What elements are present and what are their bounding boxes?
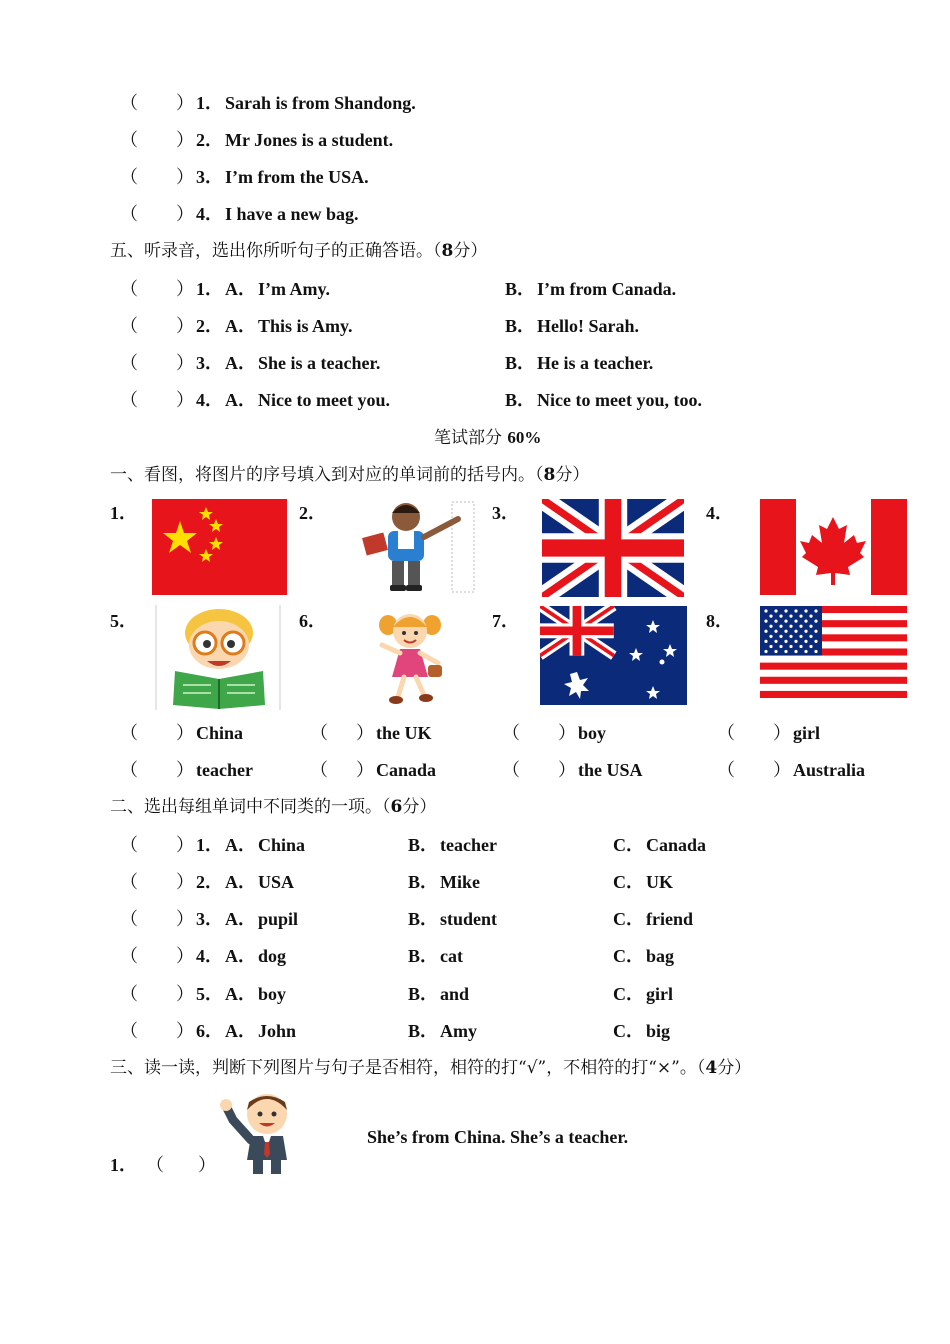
heading-unit: 分）	[555, 465, 590, 485]
open-paren: （	[120, 872, 138, 892]
option-a-label: A．	[225, 353, 256, 373]
item-number: 4．	[196, 204, 223, 224]
item-number: 3．	[196, 353, 223, 373]
option-a-label: A．	[225, 872, 256, 892]
item-text: Sarah is from Shandong.	[225, 93, 416, 113]
open-paren: （	[120, 760, 138, 780]
picture-number-7: 7．	[492, 611, 519, 631]
option-c-text: Canada	[646, 835, 707, 855]
option-c-label: C．	[613, 835, 644, 855]
open-paren: （	[120, 984, 138, 1004]
close-paren: ）	[176, 390, 194, 410]
open-paren: （	[146, 1155, 164, 1175]
option-c-label: C．	[613, 872, 644, 892]
option-c-label: C．	[613, 984, 644, 1004]
open-paren: （	[310, 723, 328, 743]
option-c-text: friend	[646, 909, 693, 929]
open-paren: （	[120, 390, 138, 410]
item-number: 1．	[110, 1155, 137, 1175]
option-b-text: Amy	[440, 1021, 477, 1041]
heading-text: 一、看图，将图片的序号填入到对应的单词前的括号内。（	[110, 465, 544, 485]
option-b-label: B．	[408, 946, 439, 966]
part3-sentence: She’s from China. She’s a teacher.	[367, 1127, 629, 1147]
option-a-text: USA	[258, 872, 295, 892]
open-paren: （	[120, 130, 138, 150]
open-paren: （	[717, 760, 735, 780]
option-b-text: teacher	[440, 835, 497, 855]
written-title-text: 笔试部分	[434, 428, 502, 448]
open-paren: （	[120, 723, 138, 743]
option-a-label: A．	[225, 390, 256, 410]
word-girl: girl	[793, 723, 820, 743]
item-number: 1．	[196, 279, 223, 299]
usa-flag-image	[760, 606, 907, 698]
canada-flag-image	[760, 499, 907, 595]
man-pointing-image	[215, 1090, 310, 1176]
heading-score: 8	[543, 465, 556, 485]
open-paren: （	[120, 167, 138, 187]
option-c-text: UK	[646, 872, 673, 892]
option-b-text: He is a teacher.	[537, 353, 654, 373]
option-b-label: B．	[408, 984, 439, 1004]
item-number: 4．	[196, 946, 223, 966]
heading-score: 4	[705, 1058, 718, 1078]
part1-heading	[110, 464, 589, 486]
option-c-label: C．	[613, 946, 644, 966]
close-paren: ）	[176, 93, 194, 113]
close-paren: ）	[176, 984, 194, 1004]
close-paren: ）	[176, 760, 194, 780]
heading-unit: 分）	[453, 241, 488, 261]
item-number: 6．	[196, 1021, 223, 1041]
picture-number-8: 8．	[706, 611, 733, 631]
heading-text: 五、听录音，选出你所听句子的正确答语。（	[110, 241, 442, 261]
option-a-label: A．	[225, 984, 256, 1004]
close-paren: ）	[176, 723, 194, 743]
open-paren: （	[310, 760, 328, 780]
item-number: 3．	[196, 909, 223, 929]
teacher-image	[348, 497, 476, 595]
item-number: 1．	[196, 835, 223, 855]
close-paren: ）	[176, 204, 194, 224]
open-paren: （	[120, 93, 138, 113]
close-paren: ）	[176, 835, 194, 855]
word-teacher: teacher	[196, 760, 253, 780]
item-number: 5．	[196, 984, 223, 1004]
item-number: 3．	[196, 167, 223, 187]
option-b-label: B．	[408, 1021, 439, 1041]
close-paren: ）	[176, 167, 194, 187]
boy-reading-image	[155, 605, 282, 710]
option-c-text: bag	[646, 946, 675, 966]
open-paren: （	[502, 723, 520, 743]
option-a-label: A．	[225, 279, 256, 299]
australia-flag-image	[540, 606, 687, 705]
close-paren: ）	[176, 872, 194, 892]
picture-number-5: 5．	[110, 611, 137, 631]
part3-heading	[110, 1057, 751, 1079]
word-the-usa: the USA	[578, 760, 643, 780]
picture-number-4: 4．	[706, 503, 733, 523]
option-b-text: I’m from Canada.	[537, 279, 677, 299]
option-a-text: This is Amy.	[258, 316, 353, 336]
heading-text: 二、选出每组单词中不同类的一项。（	[110, 797, 391, 817]
option-a-label: A．	[225, 946, 256, 966]
written-score: 60%	[507, 428, 542, 447]
item-number: 2．	[196, 872, 223, 892]
close-paren: ）	[176, 130, 194, 150]
option-c-label: C．	[613, 1021, 644, 1041]
uk-flag-image	[542, 499, 684, 597]
open-paren: （	[120, 353, 138, 373]
option-a-label: A．	[225, 316, 256, 336]
picture-number-3: 3．	[492, 503, 519, 523]
option-b-label: B．	[505, 353, 536, 373]
close-paren: ）	[176, 909, 194, 929]
option-b-label: B．	[408, 872, 439, 892]
picture-number-6: 6．	[299, 611, 326, 631]
open-paren: （	[120, 835, 138, 855]
option-b-text: Mike	[440, 872, 480, 892]
open-paren: （	[120, 204, 138, 224]
word-china: China	[196, 723, 244, 743]
item-text: I’m from the USA.	[225, 167, 369, 187]
option-b-text: Nice to meet you, too.	[537, 390, 702, 410]
item-text: Mr Jones is a student.	[225, 130, 394, 150]
close-paren: ）	[176, 316, 194, 336]
item-number: 2．	[196, 130, 223, 150]
option-b-label: B．	[408, 909, 439, 929]
close-paren: ）	[773, 760, 791, 780]
open-paren: （	[717, 723, 735, 743]
option-a-text: John	[258, 1021, 297, 1041]
option-b-text: student	[440, 909, 498, 929]
open-paren: （	[120, 946, 138, 966]
heading-unit: 分）	[717, 1058, 752, 1078]
close-paren: ）	[773, 723, 791, 743]
option-c-text: big	[646, 1021, 671, 1041]
picture-number-1: 1．	[110, 503, 137, 523]
option-b-label: B．	[505, 390, 536, 410]
part2-heading	[110, 796, 436, 818]
heading-unit: 分）	[402, 797, 437, 817]
china-flag-image	[152, 499, 287, 595]
item-number: 2．	[196, 316, 223, 336]
close-paren: ）	[356, 760, 374, 780]
word-the-uk: the UK	[376, 723, 432, 743]
close-paren: ）	[176, 1021, 194, 1041]
picture-number-2: 2．	[299, 503, 326, 523]
option-b-text: and	[440, 984, 470, 1004]
close-paren: ）	[356, 723, 374, 743]
open-paren: （	[120, 1021, 138, 1041]
option-b-label: B．	[505, 279, 536, 299]
heading-score: 8	[441, 241, 454, 261]
option-b-label: B．	[408, 835, 439, 855]
option-a-text: dog	[258, 946, 287, 966]
close-paren: ）	[558, 760, 576, 780]
open-paren: （	[502, 760, 520, 780]
close-paren: ）	[176, 353, 194, 373]
written-part-title	[434, 427, 541, 449]
option-c-label: C．	[613, 909, 644, 929]
open-paren: （	[120, 279, 138, 299]
option-b-text: Hello! Sarah.	[537, 316, 639, 336]
option-a-label: A．	[225, 909, 256, 929]
close-paren: ）	[176, 279, 194, 299]
section5-heading	[110, 240, 487, 262]
word-australia: Australia	[793, 760, 865, 780]
open-paren: （	[120, 316, 138, 336]
item-number: 1．	[196, 93, 223, 113]
option-a-text: boy	[258, 984, 287, 1004]
open-paren: （	[120, 909, 138, 929]
option-a-label: A．	[225, 1021, 256, 1041]
option-a-text: She is a teacher.	[258, 353, 381, 373]
close-paren: ）	[198, 1155, 216, 1175]
option-a-text: China	[258, 835, 306, 855]
option-b-label: B．	[505, 316, 536, 336]
close-paren: ）	[176, 946, 194, 966]
option-a-text: Nice to meet you.	[258, 390, 390, 410]
option-a-text: pupil	[258, 909, 299, 929]
girl-dancing-image	[370, 605, 450, 709]
item-number: 4．	[196, 390, 223, 410]
heading-score: 6	[390, 797, 403, 817]
option-c-text: girl	[646, 984, 673, 1004]
item-text: I have a new bag.	[225, 204, 359, 224]
close-paren: ）	[558, 723, 576, 743]
option-a-text: I’m Amy.	[258, 279, 330, 299]
option-b-text: cat	[440, 946, 463, 966]
option-a-label: A．	[225, 835, 256, 855]
word-boy: boy	[578, 723, 607, 743]
heading-text: 三、读一读，判断下列图片与句子是否相符，相符的打“√”，不相符的打“×”。（	[110, 1058, 706, 1078]
word-canada: Canada	[376, 760, 437, 780]
